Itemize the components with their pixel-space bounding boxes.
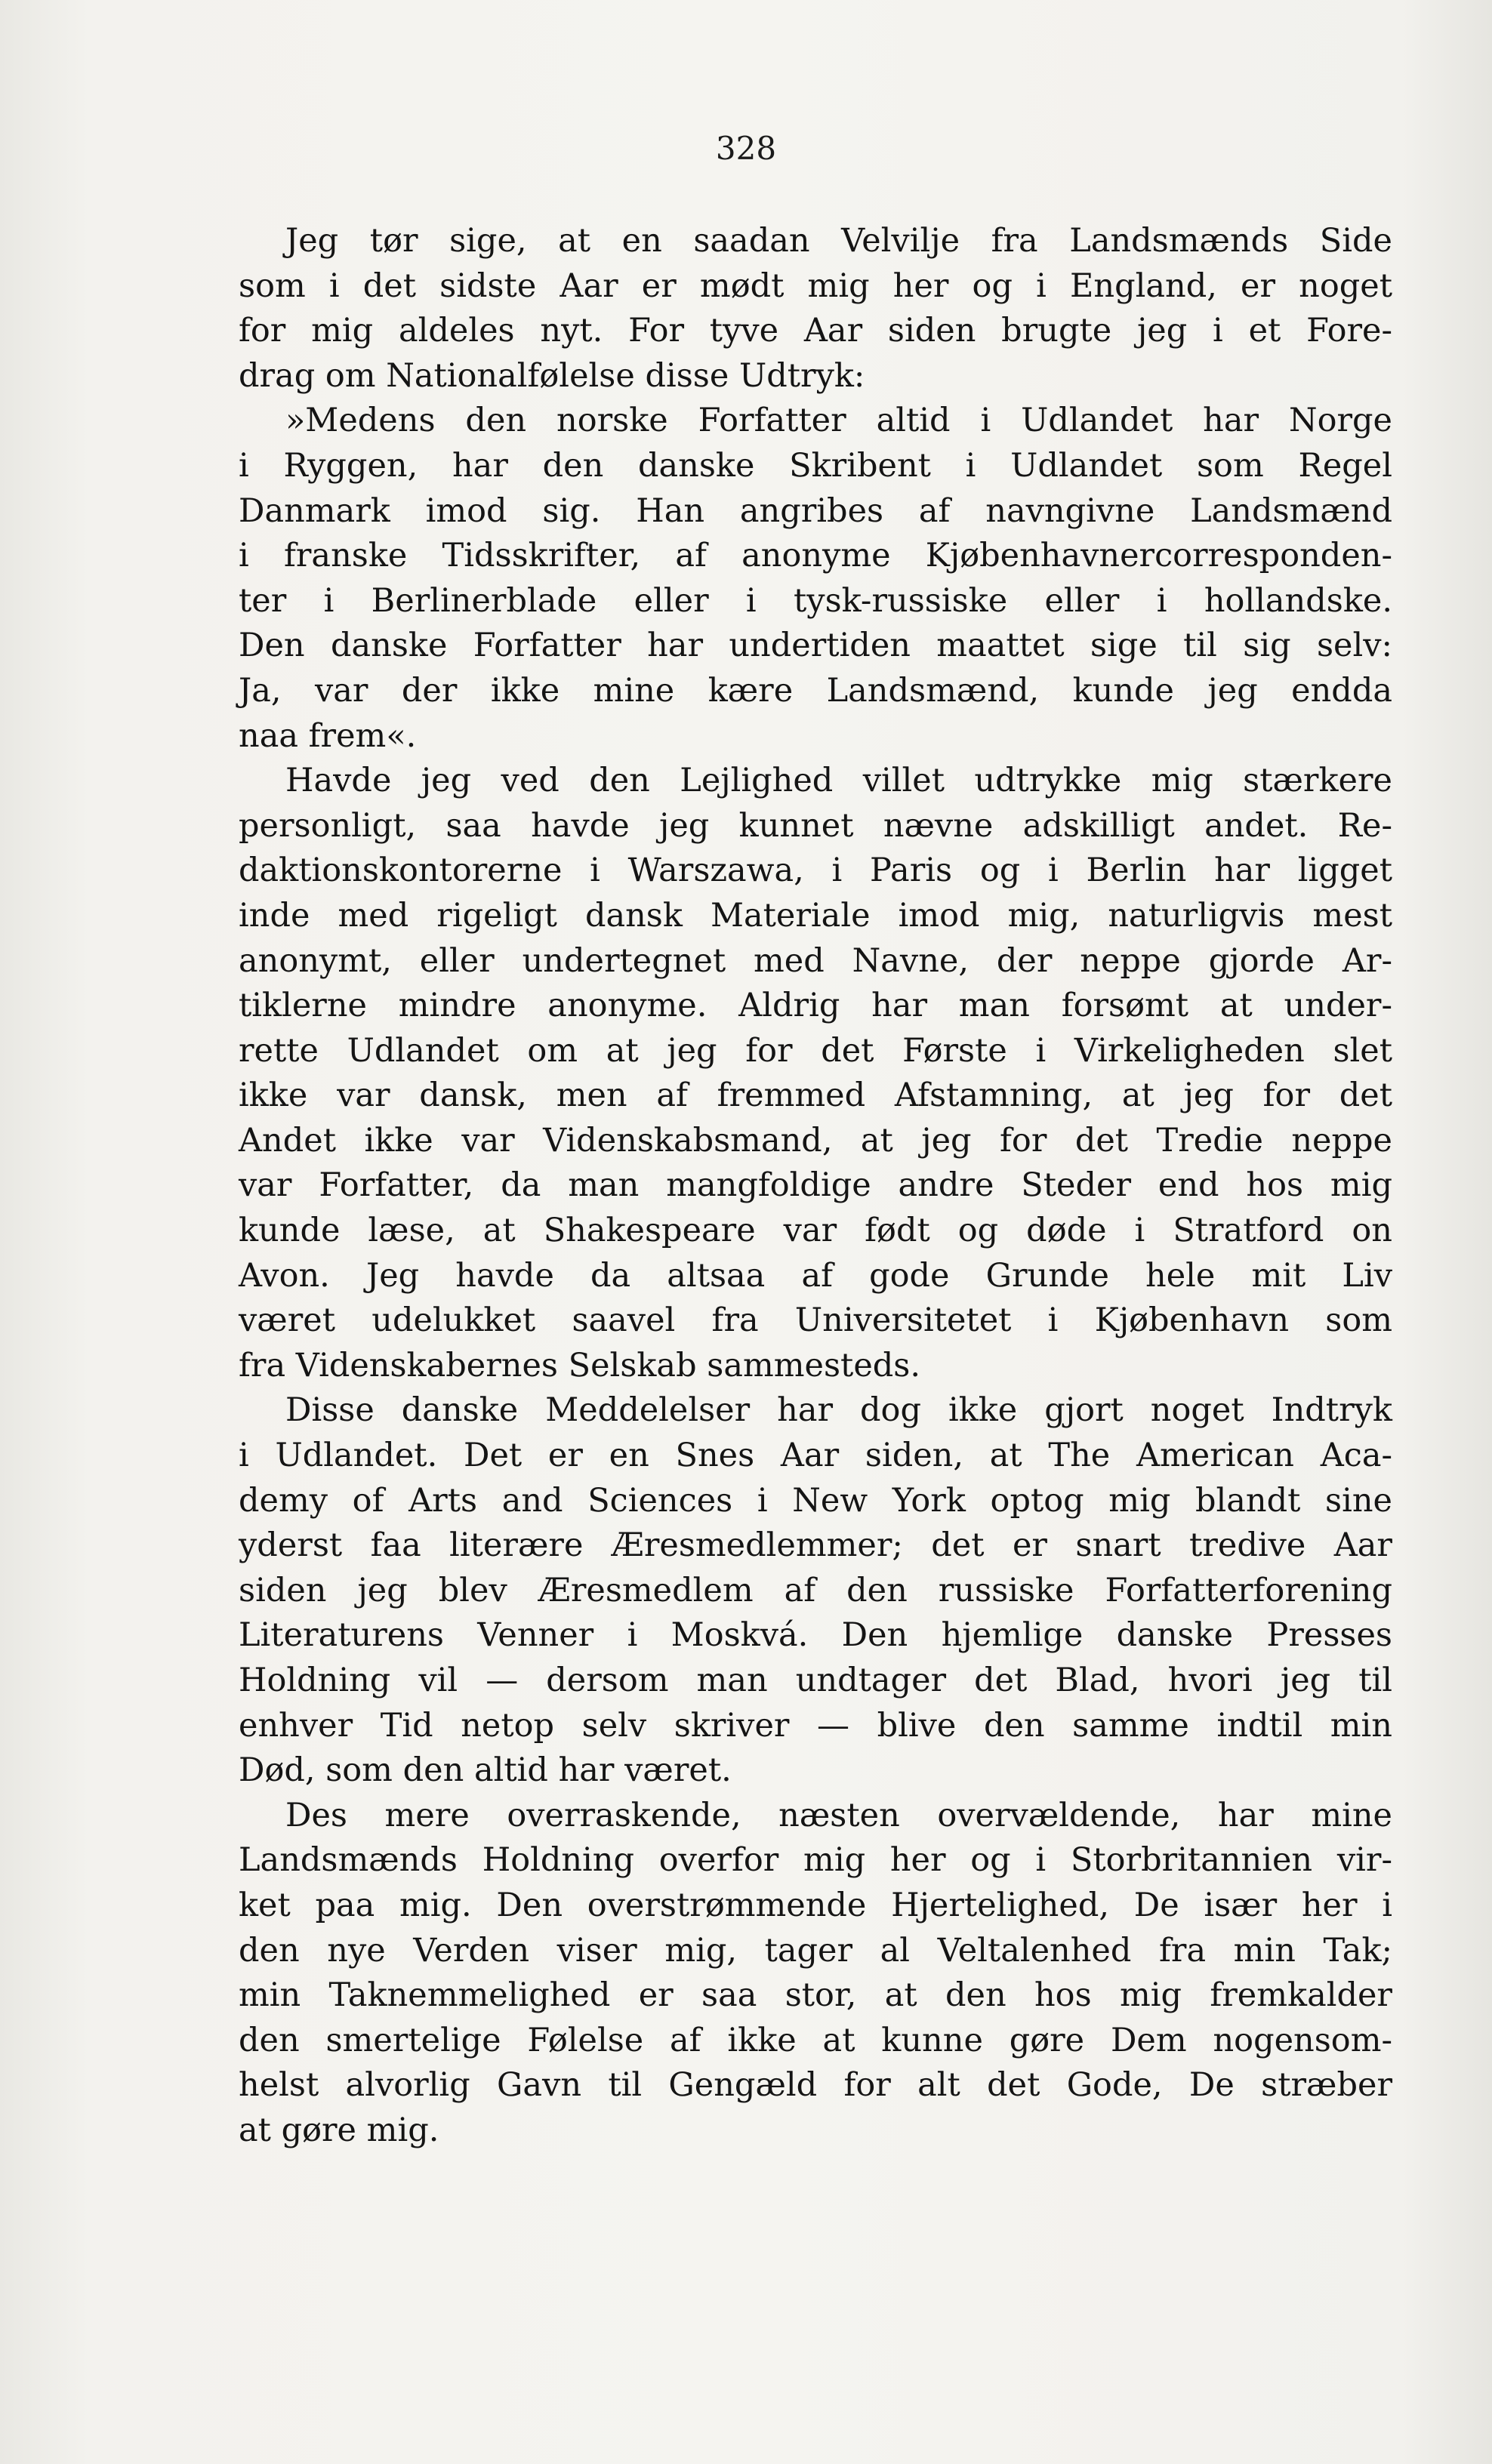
text-line: kunde læse, at Shakespeare var født og døde i Stratford on	[239, 1212, 1392, 1250]
text-line: Des mere overraskende, næsten overvældende, har mine	[285, 1796, 1392, 1834]
text-line: helst alvorlig Gavn til Gengæld for alt det Gode, De stræber	[239, 2066, 1392, 2105]
text-line: anonymt, eller undertegnet med Navne, der neppe gjorde Ar-	[239, 941, 1392, 980]
text-line: drag om Nationalfølelse disse Udtryk:	[239, 356, 865, 395]
text-line: ket paa mig. Den overstrømmende Hjertelighed, De især her i	[239, 1886, 1392, 1924]
text-line: Disse danske Meddelelser har dog ikke gjort noget Indtryk	[285, 1391, 1392, 1430]
text-line: Danmark imod sig. Han angribes af navngivne Landsmænd	[239, 491, 1392, 530]
text-line: var Forfatter, da man mangfoldige andre Steder end hos mig	[239, 1166, 1392, 1205]
text-line: ter i Berlinerblade eller i tysk-russiske eller i hollandske.	[239, 581, 1392, 620]
text-line: demy of Arts and Sciences i New York optog mig blandt sine	[239, 1481, 1392, 1520]
text-line: rette Udlandet om at jeg for det Første i Virkeligheden slet	[239, 1031, 1392, 1070]
text-line: Andet ikke var Videnskabsmand, at jeg for det Tredie neppe	[239, 1121, 1392, 1160]
text-line: »Medens den norske Forfatter altid i Udlandet har Norge	[285, 402, 1392, 440]
text-line: Ja, var der ikke mine kære Landsmænd, kunde jeg endda	[239, 671, 1392, 710]
text-line: naa frem«.	[239, 716, 417, 755]
text-line: Landsmænds Holdning overfor mig her og i Storbritannien vir-	[239, 1841, 1392, 1880]
text-line: min Taknemmelighed er saa stor, at den hos mig fremkalder	[239, 1976, 1392, 2015]
text-line: Død, som den altid har været.	[239, 1751, 732, 1790]
text-line: i Udlandet. Det er en Snes Aar siden, at The American Aca-	[239, 1437, 1392, 1475]
text-line: Havde jeg ved den Lejlighed villet udtrykke mig stærkere	[285, 762, 1392, 800]
text-line: ikke var dansk, men af fremmed Afstamning, at jeg for det	[239, 1076, 1392, 1115]
text-line: Avon. Jeg havde da altsaa af gode Grunde hele mit Liv	[239, 1256, 1392, 1295]
text-line: Holdning vil — dersom man undtager det Blad, hvori jeg til	[239, 1662, 1392, 1699]
text-line: den nye Verden viser mig, tager al Veltalenhed fra min Tak;	[239, 1931, 1392, 1970]
text-line: som i det sidste Aar er mødt mig her og i England, er noget	[239, 266, 1392, 305]
text-line: den smertelige Følelse af ikke at kunne gøre Dem nogensom-	[239, 2021, 1392, 2059]
text-line: for mig aldeles nyt. For tyve Aar siden brugte jeg i et Fore-	[239, 312, 1392, 350]
text-line: daktionskontorerne i Warszawa, i Paris og i Berlin har ligget	[239, 852, 1392, 890]
text-line: fra Videnskabernes Selskab sammesteds.	[239, 1346, 921, 1384]
text-line: personligt, saa havde jeg kunnet nævne adskilligt andet. Re-	[239, 806, 1392, 845]
text-line: tiklerne mindre anonyme. Aldrig har man forsømt at under-	[239, 987, 1392, 1025]
text-line: Literaturens Venner i Moskvá. Den hjemlige danske Presses	[239, 1616, 1392, 1655]
text-line: i Ryggen, har den danske Skribent i Udlandet som Regel	[239, 446, 1392, 485]
text-line: i franske Tidsskrifter, af anonyme Kjøbenhavnercorresponden-	[239, 537, 1392, 575]
text-line: Den danske Forfatter har undertiden maattet sige til sig selv:	[239, 627, 1392, 665]
text-line: været udelukket saavel fra Universitetet i Kjøbenhavn som	[239, 1301, 1392, 1340]
body-text	[239, 219, 1392, 2154]
text-line: at gøre mig.	[239, 2111, 439, 2149]
text-line: inde med rigeligt dansk Materiale imod mig, naturligvis mest	[239, 896, 1392, 935]
text-line: enhver Tid netop selv skriver — blive den samme indtil min	[239, 1706, 1392, 1745]
text-line: siden jeg blev Æresmedlem af den russiske Forfatterforening	[239, 1571, 1392, 1609]
text-line: yderst faa literære Æresmedlemmer; det er snart tredive Aar	[239, 1526, 1392, 1565]
page-number: 328	[715, 130, 777, 167]
text-line: Jeg tør sige, at en saadan Velvilje fra Landsmænds Side	[285, 222, 1392, 260]
